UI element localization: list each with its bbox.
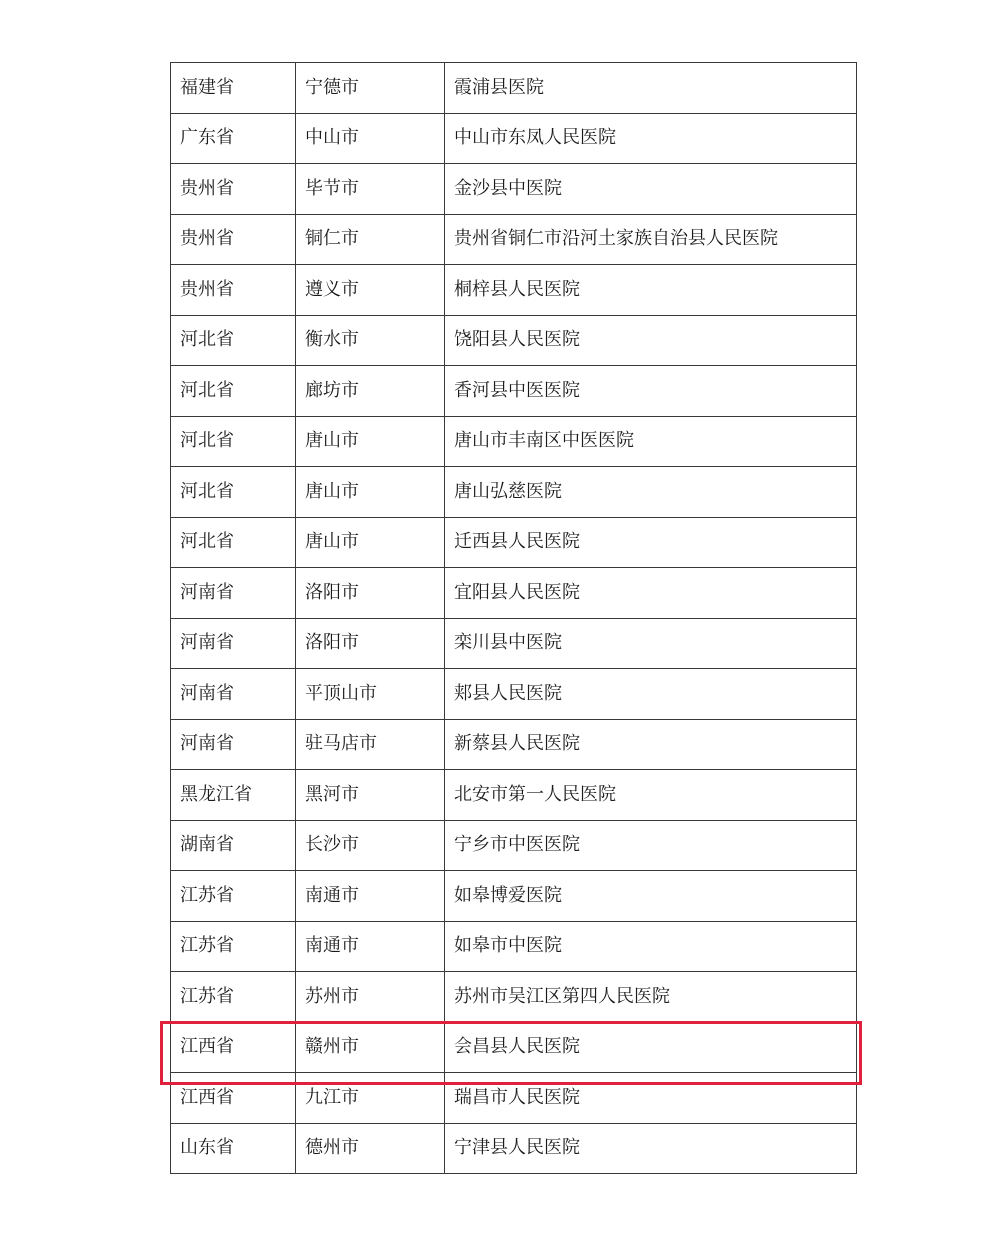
- province-cell: 河北省: [171, 315, 296, 366]
- table-row: [171, 669, 857, 720]
- table-row: [171, 719, 857, 770]
- province-cell: 贵州省: [171, 265, 296, 316]
- province-cell: 河北省: [171, 517, 296, 568]
- city-cell: 洛阳市: [296, 618, 445, 669]
- table-row: [171, 921, 857, 972]
- city-cell: 南通市: [296, 871, 445, 922]
- province-cell: 河北省: [171, 467, 296, 518]
- province-cell: 河北省: [171, 416, 296, 467]
- city-cell: 宁德市: [296, 63, 445, 114]
- city-cell: 赣州市: [296, 1022, 445, 1073]
- province-cell: 湖南省: [171, 820, 296, 871]
- province-cell: 黑龙江省: [171, 770, 296, 821]
- province-cell: 江苏省: [171, 871, 296, 922]
- city-cell: 中山市: [296, 113, 445, 164]
- hospital-cell: 郏县人民医院: [445, 669, 857, 720]
- province-cell: 河南省: [171, 568, 296, 619]
- hospital-cell: 霞浦县医院: [445, 63, 857, 114]
- hospital-cell: 香河县中医医院: [445, 366, 857, 417]
- hospital-cell: 如皋市中医院: [445, 921, 857, 972]
- province-cell: 贵州省: [171, 164, 296, 215]
- hospital-cell: 栾川县中医院: [445, 618, 857, 669]
- city-cell: 黑河市: [296, 770, 445, 821]
- city-cell: 平顶山市: [296, 669, 445, 720]
- province-cell: 江西省: [171, 1073, 296, 1124]
- city-cell: 德州市: [296, 1123, 445, 1174]
- hospital-cell: 贵州省铜仁市沿河土家族自治县人民医院: [445, 214, 857, 265]
- hospital-cell: 饶阳县人民医院: [445, 315, 857, 366]
- city-cell: 廊坊市: [296, 366, 445, 417]
- table-row: [171, 972, 857, 1023]
- province-cell: 河南省: [171, 669, 296, 720]
- city-cell: 苏州市: [296, 972, 445, 1023]
- hospital-cell: 金沙县中医院: [445, 164, 857, 215]
- city-cell: 毕节市: [296, 164, 445, 215]
- hospital-cell: 新蔡县人民医院: [445, 719, 857, 770]
- table-row: [171, 214, 857, 265]
- table-row: [171, 63, 857, 114]
- table-row: [171, 265, 857, 316]
- hospital-table: [170, 62, 857, 1174]
- hospital-cell: 迁西县人民医院: [445, 517, 857, 568]
- hospital-cell: 北安市第一人民医院: [445, 770, 857, 821]
- hospital-cell: 唐山市丰南区中医医院: [445, 416, 857, 467]
- province-cell: 河南省: [171, 719, 296, 770]
- hospital-cell: 瑞昌市人民医院: [445, 1073, 857, 1124]
- hospital-cell: 宁津县人民医院: [445, 1123, 857, 1174]
- table-row: [171, 820, 857, 871]
- table-row: [171, 416, 857, 467]
- city-cell: 唐山市: [296, 416, 445, 467]
- hospital-cell: 宁乡市中医医院: [445, 820, 857, 871]
- city-cell: 遵义市: [296, 265, 445, 316]
- province-cell: 河北省: [171, 366, 296, 417]
- city-cell: 驻马店市: [296, 719, 445, 770]
- table-row: [171, 1123, 857, 1174]
- city-cell: 南通市: [296, 921, 445, 972]
- table-row: [171, 467, 857, 518]
- table-row: [171, 315, 857, 366]
- province-cell: 广东省: [171, 113, 296, 164]
- table-row: [171, 770, 857, 821]
- hospital-cell: 如皋博爱医院: [445, 871, 857, 922]
- city-cell: 唐山市: [296, 467, 445, 518]
- province-cell: 江西省: [171, 1022, 296, 1073]
- hospital-cell: 宜阳县人民医院: [445, 568, 857, 619]
- city-cell: 洛阳市: [296, 568, 445, 619]
- province-cell: 贵州省: [171, 214, 296, 265]
- city-cell: 长沙市: [296, 820, 445, 871]
- table-row: [171, 366, 857, 417]
- province-cell: 福建省: [171, 63, 296, 114]
- hospital-cell: 会昌县人民医院: [445, 1022, 857, 1073]
- province-cell: 河南省: [171, 618, 296, 669]
- table-row: [171, 871, 857, 922]
- hospital-cell: 唐山弘慈医院: [445, 467, 857, 518]
- province-cell: 江苏省: [171, 921, 296, 972]
- hospital-cell: 桐梓县人民医院: [445, 265, 857, 316]
- table-row: [171, 568, 857, 619]
- table-row-highlighted: [171, 1022, 857, 1073]
- city-cell: 唐山市: [296, 517, 445, 568]
- city-cell: 铜仁市: [296, 214, 445, 265]
- province-cell: 山东省: [171, 1123, 296, 1174]
- table-row: [171, 618, 857, 669]
- table-row: [171, 517, 857, 568]
- city-cell: 衡水市: [296, 315, 445, 366]
- city-cell: 九江市: [296, 1073, 445, 1124]
- table-row: [171, 1073, 857, 1124]
- hospital-cell: 苏州市吴江区第四人民医院: [445, 972, 857, 1023]
- province-cell: 江苏省: [171, 972, 296, 1023]
- table-row: [171, 164, 857, 215]
- hospital-cell: 中山市东凤人民医院: [445, 113, 857, 164]
- table-row: [171, 113, 857, 164]
